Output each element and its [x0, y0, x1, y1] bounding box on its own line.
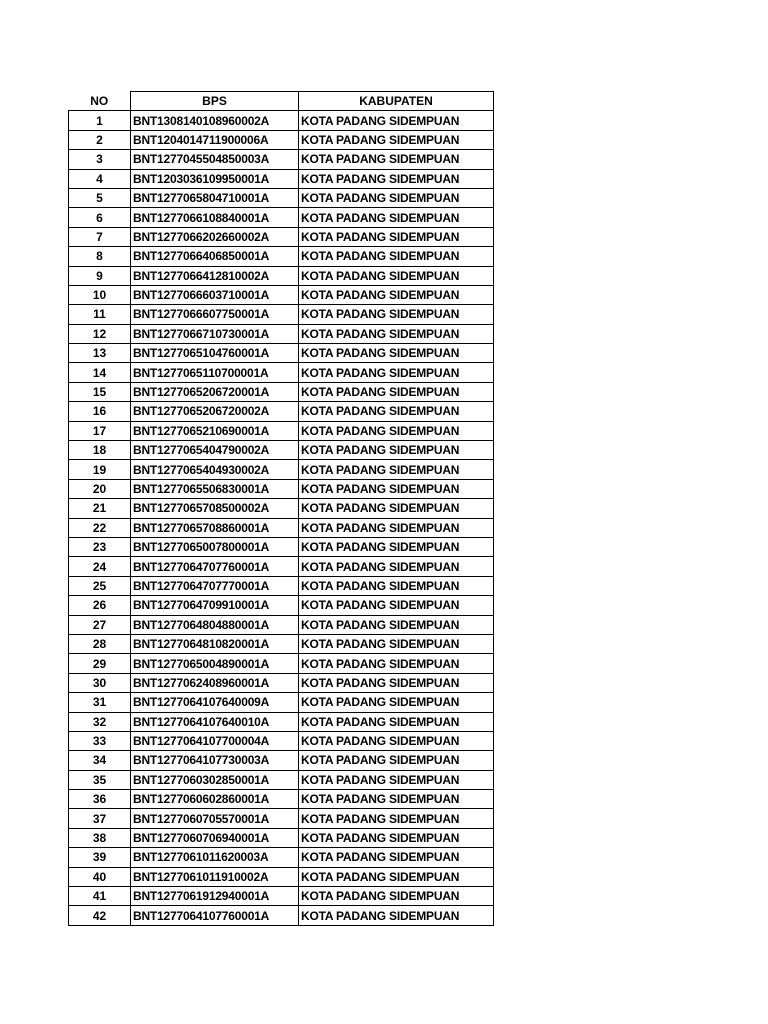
kabupaten-cell: KOTA PADANG SIDEMPUAN [299, 887, 494, 906]
row-number-cell: 10 [69, 285, 131, 304]
table-row [69, 731, 494, 750]
row-number-cell: 30 [69, 673, 131, 692]
table-row [69, 693, 494, 712]
kabupaten-cell: KOTA PADANG SIDEMPUAN [299, 130, 494, 149]
table-row [69, 537, 494, 556]
table-row [69, 751, 494, 770]
column-header-kabupaten: KABUPATEN [299, 92, 494, 111]
table-row [69, 848, 494, 867]
row-number-cell: 18 [69, 441, 131, 460]
table-row [69, 596, 494, 615]
bps-code-cell: BNT1277065210690001A [131, 421, 299, 440]
table-body [69, 111, 494, 925]
row-number-cell: 13 [69, 344, 131, 363]
kabupaten-cell: KOTA PADANG SIDEMPUAN [299, 693, 494, 712]
row-number-cell: 41 [69, 887, 131, 906]
bps-code-cell: BNT1277060302850001A [131, 770, 299, 789]
table-row [69, 150, 494, 169]
bps-code-cell: BNT1277064107640009A [131, 693, 299, 712]
row-number-cell: 9 [69, 266, 131, 285]
row-number-cell: 8 [69, 247, 131, 266]
bps-code-cell: BNT1277066108840001A [131, 208, 299, 227]
bps-code-cell: BNT1277062408960001A [131, 673, 299, 692]
bps-code-cell: BNT1277064107640010A [131, 712, 299, 731]
column-header-bps: BPS [131, 92, 299, 111]
kabupaten-cell: KOTA PADANG SIDEMPUAN [299, 731, 494, 750]
bps-code-cell: BNT1277061011620003A [131, 848, 299, 867]
bps-code-cell: BNT1308140108960002A [131, 111, 299, 130]
row-number-cell: 24 [69, 557, 131, 576]
table-row [69, 111, 494, 130]
row-number-cell: 36 [69, 790, 131, 809]
bps-code-cell: BNT1277064107730003A [131, 751, 299, 770]
table-row [69, 887, 494, 906]
row-number-cell: 3 [69, 150, 131, 169]
kabupaten-cell: KOTA PADANG SIDEMPUAN [299, 673, 494, 692]
kabupaten-cell: KOTA PADANG SIDEMPUAN [299, 285, 494, 304]
kabupaten-cell: KOTA PADANG SIDEMPUAN [299, 344, 494, 363]
kabupaten-cell: KOTA PADANG SIDEMPUAN [299, 150, 494, 169]
table-row [69, 499, 494, 518]
kabupaten-cell: KOTA PADANG SIDEMPUAN [299, 828, 494, 847]
row-number-cell: 28 [69, 634, 131, 653]
kabupaten-cell: KOTA PADANG SIDEMPUAN [299, 460, 494, 479]
row-number-cell: 15 [69, 382, 131, 401]
kabupaten-cell: KOTA PADANG SIDEMPUAN [299, 654, 494, 673]
row-number-cell: 22 [69, 518, 131, 537]
table-row [69, 421, 494, 440]
kabupaten-cell: KOTA PADANG SIDEMPUAN [299, 479, 494, 498]
row-number-cell: 32 [69, 712, 131, 731]
row-number-cell: 16 [69, 402, 131, 421]
table-row [69, 344, 494, 363]
table-row [69, 654, 494, 673]
kabupaten-cell: KOTA PADANG SIDEMPUAN [299, 770, 494, 789]
kabupaten-cell: KOTA PADANG SIDEMPUAN [299, 421, 494, 440]
bps-code-cell: BNT1277061011910002A [131, 867, 299, 886]
bps-code-cell: BNT1277064107760001A [131, 906, 299, 925]
kabupaten-cell: KOTA PADANG SIDEMPUAN [299, 188, 494, 207]
row-number-cell: 2 [69, 130, 131, 149]
row-number-cell: 40 [69, 867, 131, 886]
table-row [69, 518, 494, 537]
table-row [69, 479, 494, 498]
bps-code-cell: BNT1277066603710001A [131, 285, 299, 304]
bps-code-cell: BNT1277065110700001A [131, 363, 299, 382]
row-number-cell: 33 [69, 731, 131, 750]
bps-code-cell: BNT1277060706940001A [131, 828, 299, 847]
row-number-cell: 21 [69, 499, 131, 518]
row-number-cell: 38 [69, 828, 131, 847]
kabupaten-cell: KOTA PADANG SIDEMPUAN [299, 867, 494, 886]
table-row [69, 460, 494, 479]
table-row [69, 634, 494, 653]
kabupaten-cell: KOTA PADANG SIDEMPUAN [299, 169, 494, 188]
kabupaten-cell: KOTA PADANG SIDEMPUAN [299, 363, 494, 382]
row-number-cell: 31 [69, 693, 131, 712]
table-row [69, 208, 494, 227]
table-row [69, 809, 494, 828]
bps-code-cell: BNT1277060705570001A [131, 809, 299, 828]
table-row [69, 285, 494, 304]
header-row [69, 92, 494, 111]
bps-code-cell: BNT1277066607750001A [131, 305, 299, 324]
table-row [69, 363, 494, 382]
bps-code-cell: BNT1277061912940001A [131, 887, 299, 906]
bps-code-cell: BNT1277064107700004A [131, 731, 299, 750]
bps-code-cell: BNT1277066412810002A [131, 266, 299, 285]
table-row [69, 867, 494, 886]
bps-code-cell: BNT1277064707770001A [131, 576, 299, 595]
table-row [69, 673, 494, 692]
bps-code-cell: BNT1277064707760001A [131, 557, 299, 576]
bps-code-cell: BNT1277065404930002A [131, 460, 299, 479]
bps-code-cell: BNT1277065206720001A [131, 382, 299, 401]
row-number-cell: 34 [69, 751, 131, 770]
row-number-cell: 20 [69, 479, 131, 498]
bps-code-cell: BNT1277065708860001A [131, 518, 299, 537]
kabupaten-cell: KOTA PADANG SIDEMPUAN [299, 712, 494, 731]
bps-code-cell: BNT1277065708500002A [131, 499, 299, 518]
kabupaten-cell: KOTA PADANG SIDEMPUAN [299, 382, 494, 401]
bps-code-cell: BNT1277065104760001A [131, 344, 299, 363]
bps-code-cell: BNT1204014711900006A [131, 130, 299, 149]
row-number-cell: 25 [69, 576, 131, 595]
bps-code-cell: BNT1277065206720002A [131, 402, 299, 421]
table-row [69, 615, 494, 634]
bps-code-cell: BNT1277045504850003A [131, 150, 299, 169]
row-number-cell: 4 [69, 169, 131, 188]
kabupaten-cell: KOTA PADANG SIDEMPUAN [299, 557, 494, 576]
spreadsheet-page [68, 91, 494, 926]
table-row [69, 188, 494, 207]
row-number-cell: 11 [69, 305, 131, 324]
bps-code-cell: BNT1277064709910001A [131, 596, 299, 615]
bps-code-cell: BNT1277060602860001A [131, 790, 299, 809]
table-row [69, 906, 494, 925]
row-number-cell: 19 [69, 460, 131, 479]
table-row [69, 712, 494, 731]
table-row [69, 441, 494, 460]
row-number-cell: 26 [69, 596, 131, 615]
table-row [69, 790, 494, 809]
kabupaten-cell: KOTA PADANG SIDEMPUAN [299, 305, 494, 324]
kabupaten-cell: KOTA PADANG SIDEMPUAN [299, 518, 494, 537]
row-number-cell: 42 [69, 906, 131, 925]
table-row [69, 557, 494, 576]
kabupaten-cell: KOTA PADANG SIDEMPUAN [299, 576, 494, 595]
table-row [69, 266, 494, 285]
bps-code-cell: BNT1277065506830001A [131, 479, 299, 498]
table-row [69, 770, 494, 789]
table-row [69, 169, 494, 188]
bps-code-cell: BNT1277066710730001A [131, 324, 299, 343]
row-number-cell: 14 [69, 363, 131, 382]
kabupaten-cell: KOTA PADANG SIDEMPUAN [299, 848, 494, 867]
kabupaten-cell: KOTA PADANG SIDEMPUAN [299, 751, 494, 770]
bps-code-cell: BNT1277065404790002A [131, 441, 299, 460]
kabupaten-cell: KOTA PADANG SIDEMPUAN [299, 266, 494, 285]
table-row [69, 382, 494, 401]
kabupaten-cell: KOTA PADANG SIDEMPUAN [299, 537, 494, 556]
table-row [69, 130, 494, 149]
kabupaten-cell: KOTA PADANG SIDEMPUAN [299, 596, 494, 615]
kabupaten-cell: KOTA PADANG SIDEMPUAN [299, 790, 494, 809]
bps-code-cell: BNT1277064810820001A [131, 634, 299, 653]
bps-code-cell: BNT1277065804710001A [131, 188, 299, 207]
kabupaten-cell: KOTA PADANG SIDEMPUAN [299, 634, 494, 653]
row-number-cell: 6 [69, 208, 131, 227]
row-number-cell: 39 [69, 848, 131, 867]
table-row [69, 305, 494, 324]
bps-code-cell: BNT1277066202660002A [131, 227, 299, 246]
row-number-cell: 27 [69, 615, 131, 634]
bps-code-cell: BNT1277065004890001A [131, 654, 299, 673]
kabupaten-cell: KOTA PADANG SIDEMPUAN [299, 499, 494, 518]
kabupaten-cell: KOTA PADANG SIDEMPUAN [299, 615, 494, 634]
bps-code-cell: BNT1277065007800001A [131, 537, 299, 556]
data-table [68, 91, 494, 926]
kabupaten-cell: KOTA PADANG SIDEMPUAN [299, 208, 494, 227]
table-row [69, 247, 494, 266]
table-row [69, 576, 494, 595]
row-number-cell: 23 [69, 537, 131, 556]
bps-code-cell: BNT1277064804880001A [131, 615, 299, 634]
row-number-cell: 5 [69, 188, 131, 207]
row-number-cell: 29 [69, 654, 131, 673]
kabupaten-cell: KOTA PADANG SIDEMPUAN [299, 247, 494, 266]
row-number-cell: 12 [69, 324, 131, 343]
kabupaten-cell: KOTA PADANG SIDEMPUAN [299, 402, 494, 421]
table-row [69, 227, 494, 246]
bps-code-cell: BNT1277066406850001A [131, 247, 299, 266]
table-row [69, 828, 494, 847]
kabupaten-cell: KOTA PADANG SIDEMPUAN [299, 324, 494, 343]
kabupaten-cell: KOTA PADANG SIDEMPUAN [299, 809, 494, 828]
kabupaten-cell: KOTA PADANG SIDEMPUAN [299, 227, 494, 246]
row-number-cell: 1 [69, 111, 131, 130]
table-row [69, 324, 494, 343]
bps-code-cell: BNT1203036109950001A [131, 169, 299, 188]
row-number-cell: 35 [69, 770, 131, 789]
kabupaten-cell: KOTA PADANG SIDEMPUAN [299, 441, 494, 460]
table-row [69, 402, 494, 421]
kabupaten-cell: KOTA PADANG SIDEMPUAN [299, 111, 494, 130]
kabupaten-cell: KOTA PADANG SIDEMPUAN [299, 906, 494, 925]
row-number-cell: 7 [69, 227, 131, 246]
column-header-no: NO [69, 92, 131, 111]
row-number-cell: 37 [69, 809, 131, 828]
row-number-cell: 17 [69, 421, 131, 440]
